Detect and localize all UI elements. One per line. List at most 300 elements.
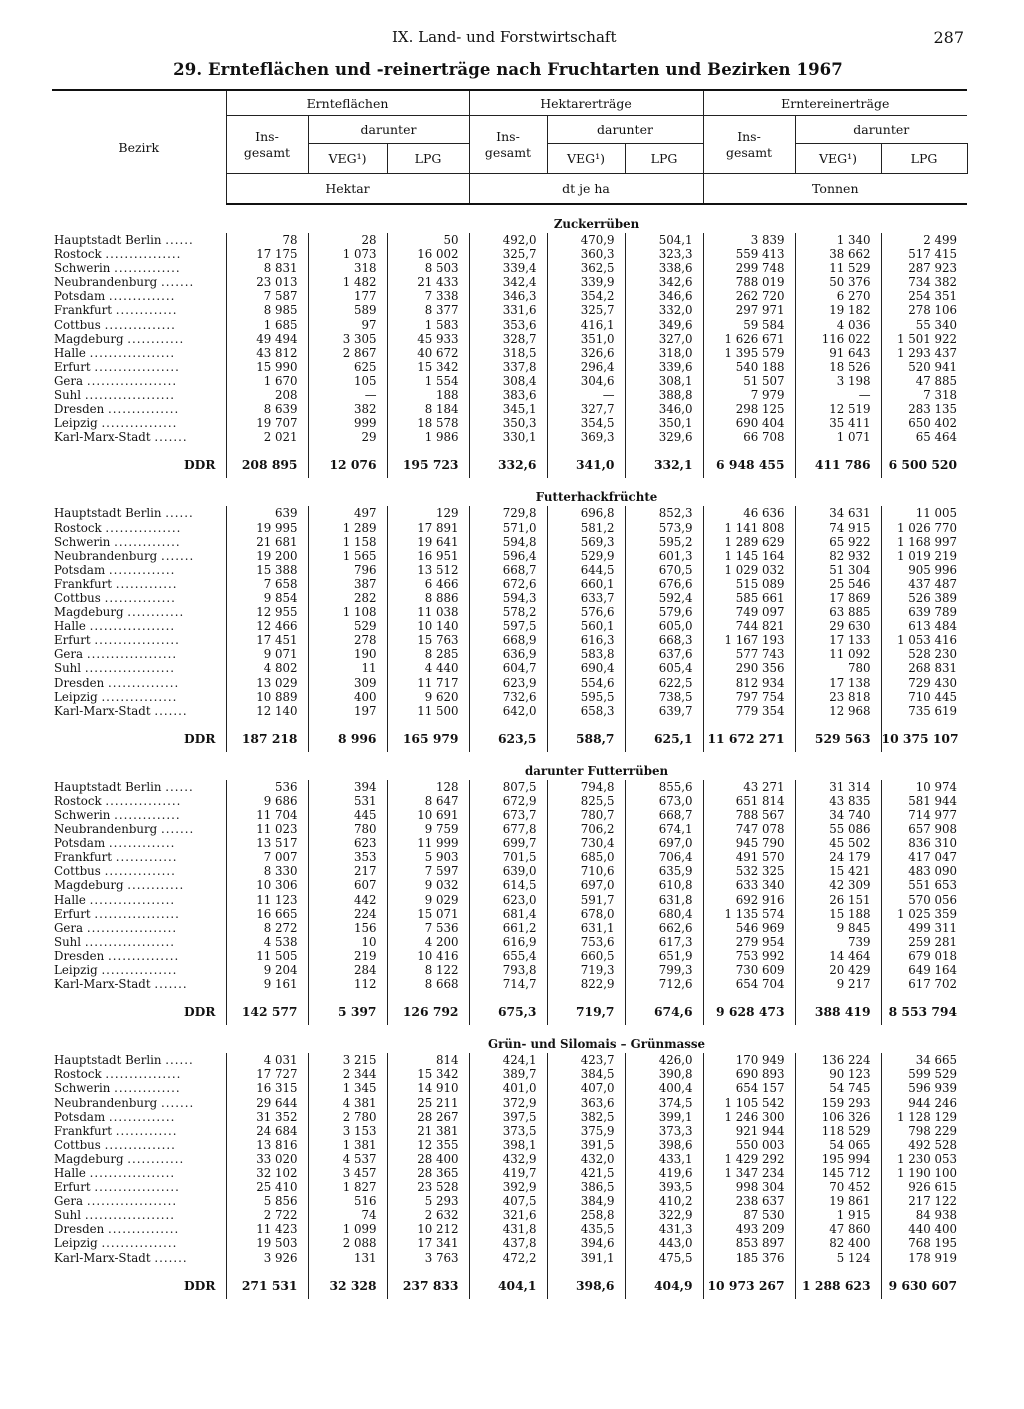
total-value: 411 786 (795, 452, 881, 478)
value-cell: 407,5 (469, 1194, 547, 1208)
value-cell: 391,1 (547, 1251, 625, 1265)
bezirk-name (52, 850, 226, 864)
value-cell: 794,8 (547, 780, 625, 794)
bezirk-label: Magdeburg (54, 605, 124, 620)
leader-dots: ............ (127, 878, 185, 893)
value-cell: 258,8 (547, 1208, 625, 1222)
value-cell: 217 122 (881, 1194, 967, 1208)
value-cell: 780 (308, 822, 387, 836)
total-value: 341,0 (547, 452, 625, 478)
table-row (52, 780, 967, 794)
bezirk-name (52, 1222, 226, 1236)
value-cell: 11 505 (226, 949, 308, 963)
value-cell: 1 289 629 (703, 535, 795, 549)
table-row (52, 1096, 967, 1110)
table-header (52, 90, 967, 204)
value-cell: 304,6 (547, 374, 625, 388)
bezirk-label: Rostock (54, 1067, 102, 1082)
bezirk-name (52, 563, 226, 577)
value-cell: 24 179 (795, 850, 881, 864)
value-cell: 17 138 (795, 676, 881, 690)
bezirk-name (52, 605, 226, 619)
value-cell: 1 395 579 (703, 346, 795, 360)
table-row (52, 822, 967, 836)
value-cell: 16 002 (387, 247, 469, 261)
value-cell: 1 915 (795, 1208, 881, 1222)
bezirk-name (52, 676, 226, 690)
value-cell: 389,7 (469, 1067, 547, 1081)
value-cell: 690 893 (703, 1067, 795, 1081)
value-cell: 106 326 (795, 1110, 881, 1124)
value-cell: 921 944 (703, 1124, 795, 1138)
value-cell: 11 423 (226, 1222, 308, 1236)
darunter-header-1: darunter (308, 116, 469, 144)
value-cell: 33 020 (226, 1152, 308, 1166)
leader-dots: ............... (108, 675, 180, 690)
value-cell: 374,5 (625, 1096, 703, 1110)
value-cell: 730,4 (547, 836, 625, 850)
value-cell: 43 271 (703, 780, 795, 794)
value-cell: 20 429 (795, 963, 881, 977)
spacer-cell (547, 718, 625, 726)
value-cell: 8 330 (226, 864, 308, 878)
value-cell: 631,8 (625, 893, 703, 907)
value-cell: 654 704 (703, 977, 795, 991)
value-cell: 28 267 (387, 1110, 469, 1124)
leader-dots: .................. (89, 345, 176, 360)
value-cell: 28 (308, 233, 387, 247)
bezirk-name (52, 949, 226, 963)
value-cell: 10 (308, 935, 387, 949)
value-cell: 596,4 (469, 549, 547, 563)
value-cell: 339,6 (625, 360, 703, 374)
value-cell: 710,6 (547, 864, 625, 878)
table-row (52, 402, 967, 416)
spacer-cell (547, 1265, 625, 1273)
spacer-cell (387, 444, 469, 452)
value-cell: 1 565 (308, 549, 387, 563)
value-cell: — (795, 388, 881, 402)
value-cell: 1 501 922 (881, 332, 967, 346)
value-cell: 825,5 (547, 794, 625, 808)
value-cell: 852,3 (625, 506, 703, 520)
value-cell: 55 340 (881, 318, 967, 332)
value-cell: 577 743 (703, 647, 795, 661)
value-cell: 331,6 (469, 303, 547, 317)
value-cell: 749 097 (703, 605, 795, 619)
total-value: 8 996 (308, 726, 387, 752)
value-cell: 812 934 (703, 676, 795, 690)
value-cell: 43 812 (226, 346, 308, 360)
value-cell: 50 376 (795, 275, 881, 289)
value-cell: 637,6 (625, 647, 703, 661)
value-cell: 112 (308, 977, 387, 991)
value-cell: 11 717 (387, 676, 469, 690)
value-cell: 597,5 (469, 619, 547, 633)
value-cell: 5 293 (387, 1194, 469, 1208)
value-cell: 697,0 (547, 878, 625, 892)
value-cell: 118 529 (795, 1124, 881, 1138)
value-cell: 15 388 (226, 563, 308, 577)
total-value: 10 375 107 (881, 726, 967, 752)
value-cell: 353 (308, 850, 387, 864)
value-cell: 1 145 164 (703, 549, 795, 563)
value-cell: 540 188 (703, 360, 795, 374)
bezirk-label: Schwerin (54, 534, 111, 549)
total-value: 719,7 (547, 999, 625, 1025)
value-cell: 35 411 (795, 416, 881, 430)
value-cell: 592,4 (625, 591, 703, 605)
value-cell: 373,3 (625, 1124, 703, 1138)
value-cell: 375,9 (547, 1124, 625, 1138)
value-cell: 595,5 (547, 690, 625, 704)
value-cell: 680,4 (625, 907, 703, 921)
spacer-row (52, 991, 967, 999)
value-cell: 17 175 (226, 247, 308, 261)
leader-dots: .............. (108, 1109, 176, 1124)
value-cell: 16 665 (226, 907, 308, 921)
value-cell: 657 908 (881, 822, 967, 836)
value-cell: 318,5 (469, 346, 547, 360)
value-cell: 623,0 (469, 893, 547, 907)
page-number: 287 (933, 28, 964, 47)
value-cell: 46 636 (703, 506, 795, 520)
value-cell: 732,6 (469, 690, 547, 704)
value-cell: — (308, 388, 387, 402)
value-cell: 2 021 (226, 430, 308, 444)
value-cell: 159 293 (795, 1096, 881, 1110)
total-value: 32 328 (308, 1273, 387, 1299)
table-row (52, 1180, 967, 1194)
section-title: Futterhackfrüchte (535, 490, 658, 505)
total-row (52, 999, 967, 1025)
value-cell: 2 499 (881, 233, 967, 247)
section-spacer (52, 752, 226, 780)
value-cell: 660,1 (547, 577, 625, 591)
value-cell: 84 938 (881, 1208, 967, 1222)
total-value: 588,7 (547, 726, 625, 752)
spacer-cell (469, 991, 547, 999)
value-cell: 185 376 (703, 1251, 795, 1265)
leader-dots: ............... (104, 1137, 176, 1152)
value-cell: 1 071 (795, 430, 881, 444)
leader-dots: ................... (86, 647, 178, 662)
value-cell: 532 325 (703, 864, 795, 878)
bezirk-label: Leipzig (54, 1236, 98, 1251)
bezirk-name (52, 388, 226, 402)
value-cell: 668,7 (469, 563, 547, 577)
value-cell: 3 198 (795, 374, 881, 388)
value-cell: 4 537 (308, 1152, 387, 1166)
value-cell: 15 763 (387, 633, 469, 647)
bezirk-name (52, 1236, 226, 1250)
value-cell: 442 (308, 893, 387, 907)
total-value: 11 672 271 (703, 726, 795, 752)
value-cell: 7 658 (226, 577, 308, 591)
value-cell: 690,4 (547, 661, 625, 675)
leader-dots: ............. (115, 303, 178, 318)
value-cell: 650 402 (881, 416, 967, 430)
value-cell: 419,7 (469, 1166, 547, 1180)
value-cell: 622,5 (625, 676, 703, 690)
value-cell: 710 445 (881, 690, 967, 704)
value-cell: 262 720 (703, 289, 795, 303)
bezirk-label: Halle (54, 619, 86, 634)
value-cell: 504,1 (625, 233, 703, 247)
value-cell: 9 845 (795, 921, 881, 935)
value-cell: 591,7 (547, 893, 625, 907)
page (52, 24, 964, 1299)
value-cell: 554,6 (547, 676, 625, 690)
value-cell: 17 869 (795, 591, 881, 605)
value-cell: 729 430 (881, 676, 967, 690)
value-cell: 9 686 (226, 794, 308, 808)
value-cell: 15 188 (795, 907, 881, 921)
bezirk-label: Hauptstadt Berlin (54, 233, 162, 247)
value-cell: 614,5 (469, 878, 547, 892)
table-row (52, 907, 967, 921)
table-row (52, 535, 967, 549)
value-cell: 551 653 (881, 878, 967, 892)
total-value: 9 630 607 (881, 1273, 967, 1299)
value-cell: 65 464 (881, 430, 967, 444)
value-cell: 589 (308, 303, 387, 317)
value-cell: 350,1 (625, 416, 703, 430)
value-cell: 400,4 (625, 1081, 703, 1095)
spacer-cell (703, 1265, 795, 1273)
bezirk-name (52, 535, 226, 549)
table-row (52, 1067, 967, 1081)
value-cell: 661,2 (469, 921, 547, 935)
value-cell: 1 168 997 (881, 535, 967, 549)
value-cell: 3 305 (308, 332, 387, 346)
table-row (52, 1222, 967, 1236)
bezirk-label: Cottbus (54, 317, 101, 332)
value-cell: 325,7 (469, 247, 547, 261)
value-cell: 1 347 234 (703, 1166, 795, 1180)
value-cell: 8 668 (387, 977, 469, 991)
table-row (52, 1110, 967, 1124)
value-cell: 363,6 (547, 1096, 625, 1110)
table-row (52, 794, 967, 808)
value-cell: 391,5 (547, 1138, 625, 1152)
bezirk-label: Halle (54, 345, 86, 360)
value-cell: 11 092 (795, 647, 881, 661)
value-cell: 672,9 (469, 794, 547, 808)
value-cell: 296,4 (547, 360, 625, 374)
darunter-header-3: darunter (795, 116, 967, 144)
bezirk-label: Dresden (54, 1222, 105, 1237)
value-cell: 1 246 300 (703, 1110, 795, 1124)
unit-tonnen: Tonnen (703, 174, 967, 205)
leader-dots: .............. (114, 534, 181, 549)
bezirk-label: Cottbus (54, 864, 101, 879)
table-row (52, 619, 967, 633)
total-value: 5 397 (308, 999, 387, 1025)
value-cell: 651 814 (703, 794, 795, 808)
leader-dots: ....... (154, 430, 188, 445)
value-cell: 29 630 (795, 619, 881, 633)
bezirk-label: Dresden (54, 675, 105, 690)
bezirk-name (52, 416, 226, 430)
leader-dots: ............ (127, 1151, 185, 1166)
value-cell: 739 (795, 935, 881, 949)
value-cell: 662,6 (625, 921, 703, 935)
value-cell: 54 065 (795, 1138, 881, 1152)
bezirk-label: Cottbus (54, 1137, 101, 1152)
total-label: DDR (183, 730, 216, 746)
table-row (52, 233, 967, 247)
value-cell: 15 071 (387, 907, 469, 921)
bezirk-name (52, 506, 226, 520)
value-cell: 398,1 (469, 1138, 547, 1152)
value-cell: 24 684 (226, 1124, 308, 1138)
value-cell: 6 466 (387, 577, 469, 591)
value-cell: 649 164 (881, 963, 967, 977)
value-cell: 299 748 (703, 261, 795, 275)
value-cell: 529 (308, 619, 387, 633)
bezirk-name (52, 521, 226, 535)
value-cell: 32 102 (226, 1166, 308, 1180)
value-cell: 8 831 (226, 261, 308, 275)
leader-dots: .................. (89, 619, 176, 634)
value-cell: 326,6 (547, 346, 625, 360)
total-label: DDR (183, 457, 216, 473)
value-cell: 177 (308, 289, 387, 303)
value-cell: 23 528 (387, 1180, 469, 1194)
bezirk-label: Gera (54, 920, 84, 935)
spacer-cell (625, 444, 703, 452)
value-cell: 674,1 (625, 822, 703, 836)
bezirk-name (52, 704, 226, 718)
value-cell: 407,0 (547, 1081, 625, 1095)
value-cell: 23 818 (795, 690, 881, 704)
bezirk-name (52, 332, 226, 346)
bezirk-name (52, 935, 226, 949)
spacer-cell (52, 1265, 226, 1273)
value-cell: 9 204 (226, 963, 308, 977)
section-heading-row (52, 752, 967, 780)
value-cell: 188 (387, 388, 469, 402)
value-cell: 382 (308, 402, 387, 416)
bezirk-label: Frankfurt (54, 850, 112, 865)
value-cell: 668,7 (625, 808, 703, 822)
table-row (52, 704, 967, 718)
value-cell: 2 780 (308, 1110, 387, 1124)
spacer-cell (387, 718, 469, 726)
bezirk-label: Karl-Marx-Stadt (54, 1250, 151, 1265)
table-row (52, 921, 967, 935)
table-row (52, 289, 967, 303)
value-cell: 1 190 100 (881, 1166, 967, 1180)
value-cell: 2 632 (387, 1208, 469, 1222)
spacer-cell (625, 718, 703, 726)
total-value: 195 723 (387, 452, 469, 478)
value-cell: 440 400 (881, 1222, 967, 1236)
value-cell: 690 404 (703, 416, 795, 430)
value-cell: 47 885 (881, 374, 967, 388)
spacer-cell (625, 991, 703, 999)
value-cell: 5 856 (226, 1194, 308, 1208)
value-cell: 128 (387, 780, 469, 794)
value-cell: 14 910 (387, 1081, 469, 1095)
value-cell: 17 133 (795, 633, 881, 647)
bezirk-name (52, 261, 226, 275)
bezirk-label: Neubrandenburg (54, 1095, 158, 1110)
leader-dots: .................. (89, 892, 176, 907)
value-cell: 13 512 (387, 563, 469, 577)
veg-header-3: VEG¹) (795, 144, 881, 174)
leader-dots: ............. (115, 850, 178, 865)
value-cell: 1 105 542 (703, 1096, 795, 1110)
value-cell: 423,7 (547, 1053, 625, 1067)
value-cell: 470,9 (547, 233, 625, 247)
value-cell: 515 089 (703, 577, 795, 591)
value-cell: 2 344 (308, 1067, 387, 1081)
value-cell: 437 487 (881, 577, 967, 591)
table-row (52, 374, 967, 388)
insgesamt-header-1: Ins- gesamt (226, 116, 308, 174)
leader-dots: ....... (154, 977, 188, 992)
value-cell: 21 681 (226, 535, 308, 549)
value-cell: 284 (308, 963, 387, 977)
value-cell: 29 644 (226, 1096, 308, 1110)
total-value: 404,1 (469, 1273, 547, 1299)
value-cell: 349,6 (625, 318, 703, 332)
value-cell: 390,8 (625, 1067, 703, 1081)
value-cell: 31 314 (795, 780, 881, 794)
spacer-row (52, 718, 967, 726)
leader-dots: ............ (127, 331, 185, 346)
value-cell: 14 464 (795, 949, 881, 963)
bezirk-name (52, 661, 226, 675)
spacer-cell (387, 1265, 469, 1273)
value-cell: 392,9 (469, 1180, 547, 1194)
value-cell: 9 620 (387, 690, 469, 704)
table-row (52, 247, 967, 261)
value-cell: 43 835 (795, 794, 881, 808)
total-value: 332,6 (469, 452, 547, 478)
bezirk-label: Gera (54, 373, 84, 388)
bezirk-name (52, 893, 226, 907)
spacer-cell (308, 1265, 387, 1273)
value-cell: 330,1 (469, 430, 547, 444)
value-cell: 714 977 (881, 808, 967, 822)
value-cell: 337,8 (469, 360, 547, 374)
value-cell: 8 184 (387, 402, 469, 416)
table-row (52, 1138, 967, 1152)
value-cell: 97 (308, 318, 387, 332)
value-cell: 417 047 (881, 850, 967, 864)
value-cell: 734 382 (881, 275, 967, 289)
table-row (52, 836, 967, 850)
bezirk-label: Frankfurt (54, 1123, 112, 1138)
value-cell: 1 230 053 (881, 1152, 967, 1166)
leader-dots: ....... (160, 822, 195, 837)
value-cell: 738,5 (625, 690, 703, 704)
value-cell: 610,8 (625, 878, 703, 892)
value-cell: 9 854 (226, 591, 308, 605)
total-row (52, 452, 967, 478)
value-cell: 388,8 (625, 388, 703, 402)
lpg-header-2: LPG (625, 144, 703, 174)
table-row (52, 1124, 967, 1138)
value-cell: 426,0 (625, 1053, 703, 1067)
value-cell: 639,0 (469, 864, 547, 878)
bezirk-name (52, 346, 226, 360)
section-heading-row (52, 204, 967, 233)
value-cell: 383,6 (469, 388, 547, 402)
